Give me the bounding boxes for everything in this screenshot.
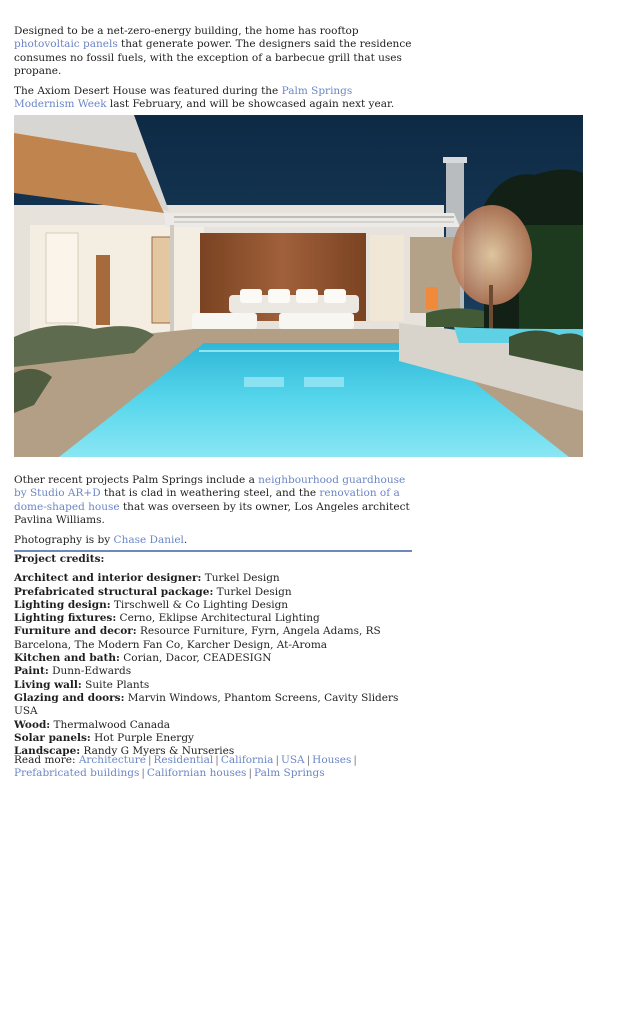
tag-residential[interactable]: Residential xyxy=(153,754,214,766)
tag-houses[interactable]: Houses xyxy=(312,754,352,766)
after-paragraph-2 xyxy=(14,534,412,547)
tag-separator: | xyxy=(141,767,145,780)
intro-text-2a: The Axiom Desert House was featured during the xyxy=(14,85,282,98)
after-text-1c: that was overseen by its owner, Los Angeles architect Pavlina Williams. xyxy=(14,500,410,526)
intro-paragraph-2 xyxy=(14,85,412,112)
credit-row xyxy=(14,679,412,692)
link-guardhouse[interactable]: neighbourhood guardhouse by Studio AR+D xyxy=(14,474,406,500)
credit-label: Landscape: xyxy=(14,745,81,758)
credit-row xyxy=(14,572,412,585)
after-paragraph-1 xyxy=(14,474,412,527)
credit-row xyxy=(14,665,412,678)
credit-value: Suite Plants xyxy=(81,678,150,691)
tag-californian-houses[interactable]: Californian houses xyxy=(146,767,247,780)
credit-label: Lighting design: xyxy=(14,598,111,611)
credit-row xyxy=(14,586,412,599)
credit-row xyxy=(14,732,412,745)
credit-value: Resource Furniture, Fyrn, Angela Adams, RS Barcelona, The Modern Fan Co, Karcher Design, At-Aroma xyxy=(14,625,381,651)
tag-prefabricated-buildings[interactable]: Prefabricated buildings xyxy=(14,767,140,780)
intro-text-2b: last February, and will be showcased again next year. xyxy=(106,98,395,111)
credits-heading: Project credits: xyxy=(14,553,105,565)
intro-text-1b: that generate power. The designers said the residence consumes no fossil fuels, with the exception of a barbecue grill that uses propane. xyxy=(14,38,412,77)
read-more xyxy=(14,754,412,781)
intro-text-1a: Designed to be a net-zero-energy building, the home has rooftop xyxy=(14,25,359,37)
link-photovoltaic-panels[interactable]: photovoltaic panels xyxy=(14,38,118,51)
link-chase-daniel[interactable]: Chase Daniel xyxy=(113,534,184,547)
tag-separator: | xyxy=(215,754,219,766)
credit-row xyxy=(14,625,412,652)
tag-separator: | xyxy=(275,754,279,766)
tag-california[interactable]: California xyxy=(220,754,274,766)
credit-label: Prefabricated structural package: xyxy=(14,585,214,598)
credit-label: Architect and interior designer: xyxy=(14,572,202,585)
credit-row xyxy=(14,652,412,665)
tag-separator: | xyxy=(147,754,152,766)
tag-palm-springs[interactable]: Palm Springs xyxy=(254,767,325,780)
tag-usa[interactable]: USA xyxy=(281,754,305,766)
credit-value: Turkel Design xyxy=(201,572,280,585)
credit-value: Marvin Windows, Phantom Screens, Cavity Sliders USA xyxy=(14,691,399,718)
credit-value: Dunn-Edwards xyxy=(48,665,132,678)
tag-separator: | xyxy=(248,767,252,780)
photography-period: . xyxy=(183,534,188,547)
credit-label: Paint: xyxy=(14,665,49,678)
tag-separator: | xyxy=(306,754,311,766)
credit-value: Tirschwell & Co Lighting Design xyxy=(110,598,289,611)
photography-label: Photography is by xyxy=(14,534,114,547)
read-more-label: Read more: xyxy=(14,754,79,766)
link-dome-house[interactable]: renovation of a dome-shaped house xyxy=(14,487,400,513)
intro-text xyxy=(14,25,412,112)
credit-row xyxy=(14,692,412,719)
credit-value: Corian, Dacor, CEADESIGN xyxy=(119,652,272,665)
credit-value: Turkel Design xyxy=(213,585,292,598)
project-credits xyxy=(14,553,412,758)
credit-value: Hot Purple Energy xyxy=(90,731,194,744)
tag-separator: | xyxy=(353,754,357,766)
credit-label: Furniture and decor: xyxy=(14,625,137,638)
credit-row xyxy=(14,719,412,732)
after-text-1b: that is clad in weathering steel, and the xyxy=(100,487,320,500)
intro-paragraph-1 xyxy=(14,25,412,78)
credit-row xyxy=(14,599,412,612)
credit-value: Thermalwood Canada xyxy=(50,718,171,731)
credit-label: Wood: xyxy=(14,718,51,731)
after-text-1a: Other recent projects Palm Springs include a xyxy=(14,474,259,486)
credit-value: Randy G Myers & Nurseries xyxy=(80,745,235,758)
link-modernism-week[interactable]: Palm Springs Modernism Week xyxy=(14,85,353,111)
tag-architecture[interactable]: Architecture xyxy=(78,754,146,766)
credit-row xyxy=(14,612,412,625)
credit-label: Living wall: xyxy=(14,678,82,691)
credit-label: Kitchen and bath: xyxy=(14,652,120,665)
credit-label: Solar panels: xyxy=(14,731,91,744)
credit-label: Lighting fixtures: xyxy=(14,612,117,625)
credit-value: Cerno, Eklipse Architectural Lighting xyxy=(116,612,320,625)
house-pool-photo xyxy=(14,115,583,457)
credit-label: Glazing and doors: xyxy=(14,691,125,704)
credits-divider xyxy=(14,550,412,552)
after-text xyxy=(14,474,412,547)
